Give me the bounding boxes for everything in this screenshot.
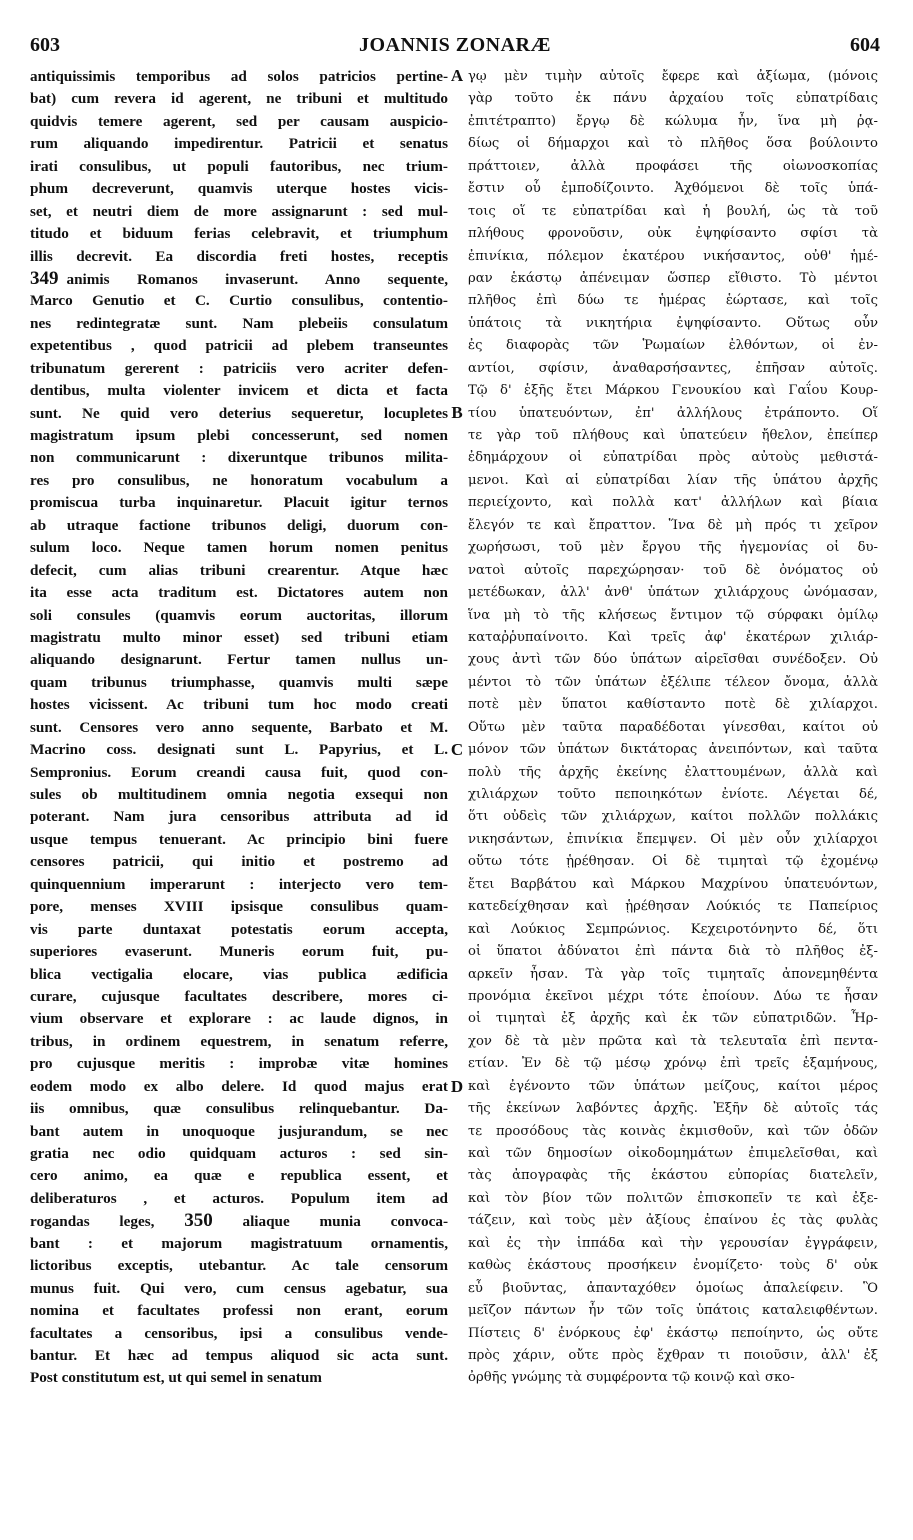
latin-line: tribus, in ordinem equestrem, in senatum referre, [30, 1032, 448, 1050]
latin-line: expetentibus , quod patricii ad plebem transeuntes [30, 337, 448, 355]
greek-line: τε γὰρ τοῦ πλήθους καὶ ὑπατεύειν ἤθελον, ἐπείπερ [468, 428, 878, 443]
latin-line: sules ob multitudinem omnia negotia exsequi non [30, 786, 448, 803]
latin-line: quam tribunus triumphasse, quamvis multi sæpe [30, 673, 448, 691]
greek-line: χιλιάρχων τοῦτο πεποιηκότων ἐνίοτε. Λέγεται δέ, [468, 787, 878, 802]
latin-line: non communicarunt : dixeruntque tribunos milita- [30, 449, 448, 467]
greek-line: τῆς ἐκείνων λαβόντες ἀρχῆς. Ἐξῆν δὲ αὐτοῖς τάς [468, 1101, 878, 1117]
latin-line: ita esse acta traditum est. Dictatores autem non [30, 584, 448, 602]
greek-line: καταῤῥυπαίνοιτο. Καὶ τρεῖς ἀφ' ἑκατέρων χιλιάρ- [468, 629, 878, 645]
greek-line: Πίστεις δ' ἐνόρκους ἐφ' ἑκάστῳ πεποίηντο, ὡς οὔτε [468, 1325, 878, 1341]
latin-line: usque tempus tenuerant. Ac principio bini fuere [30, 830, 448, 848]
page-number-right: 604 [850, 34, 880, 56]
latin-line: censores patricii, qui initio et postremo ad [30, 853, 448, 871]
greek-line: γῳ μὲν τιμὴν αὐτοῖς ἔφερε καὶ ἀξίωμα, (μόνοις [468, 69, 878, 84]
greek-line: μέντοι τὸ τῶν ὑπάτων ἐξέλιπε τέλεον ὄνομα, ἀλλὰ [468, 674, 878, 690]
greek-line: ὑπάτοις τὰ νικητήρια ἐψηφίσαντο. Οὕτως οὖν [468, 315, 878, 331]
latin-line: defecit, cum alias tribuni crearentur. Atque hæc [30, 561, 448, 579]
greek-line: ἐπιτέτραπτο) ἔργῳ δὲ κώλυμα ἦν, ἵνα μὴ ῥᾳ- [468, 113, 878, 129]
greek-line: μενοι. Καὶ αἱ εὐπατρίδαι λίαν τῆς ὑπάτου ἀρχῆς [468, 472, 878, 488]
latin-line [30, 268, 448, 290]
margin-page-number: 349 [30, 267, 59, 289]
latin-line: nomina et facultates professi non erant, eorum [30, 1302, 448, 1320]
greek-line: πολὺ τῆς ἀρχῆς ἐκείνης ἐλαττουμένων, ἀλλὰ καὶ [468, 764, 878, 780]
latin-line: dentibus, multa violenter invicem et dicta et facta [30, 382, 448, 400]
greek-line: χους ἀντὶ τῶν δύο ὑπάτων αἱρεῖσθαι συνέδοξεν. Οὐ [468, 652, 878, 668]
margin-page-number: 350 [184, 1210, 213, 1232]
latin-line: antiquissimis temporibus ad solos patricios pertine- [30, 68, 448, 85]
latin-line: quidvis temere agerent, sed per causam auspicio- [30, 112, 448, 130]
greek-line: προνόμια ἐκεῖνοι μέχρι τότε ἐποίουν. Δύω τε ἦσαν [468, 988, 878, 1004]
greek-line: ποτὲ μὲν ὕπατοι καθίσταντο ποτὲ δὲ χιλίαρχοι. [468, 697, 878, 713]
latin-line: cero animo, ea quæ e republica essent, et [30, 1167, 448, 1185]
latin-line-text: aliaque munia convoca- [212, 1213, 448, 1231]
latin-line: pro cujusque meritis : improbæ vitæ homines [30, 1055, 448, 1073]
greek-line: οὕτω τότε ᾑρέθησαν. Οἱ δὲ τιμηταὶ τῷ ἐχομένῳ [468, 854, 878, 870]
greek-line: πράττοιεν, ἀλλὰ προφάσει τῆς οἰωνοσκοπίας [468, 158, 878, 174]
latin-line: illis decrevit. Ea discordia freti hostes, receptis [30, 247, 448, 265]
greek-line: μετέδωκαν, ἀλλ' ἀνθ' ὑπάτων χιλιάρχους ὠνόμασαν, [468, 585, 878, 601]
greek-line: τὰς ἀπογραφὰς τῆς ἑκάστου εὐπορίας διατελεῖν, [468, 1168, 878, 1184]
running-header [30, 34, 880, 58]
greek-line: καὶ τὸν βίον τῶν πολιτῶν ἐπισκοπεῖν τε καὶ ἐξε- [468, 1190, 878, 1206]
greek-line: Οὕτω μὲν ταῦτα παραδέδοται γίνεσθαι, καίτοι οὐ [468, 719, 878, 735]
latin-line: eodem modo ex albo delere. Id quod majus erat [30, 1077, 448, 1095]
latin-line: quinquennium imperarunt : interjecto vero tem- [30, 875, 448, 893]
latin-line: hostes vicissent. Ac tribuni tum hoc modo creati [30, 696, 448, 714]
latin-line: bantur. Et hæc ad tempus aliquod sic acta sunt. [30, 1346, 448, 1364]
latin-line: superiores evaserunt. Muneris eorum fuit, pu- [30, 943, 448, 961]
greek-line: πρὸς χάριν, οὔτε πρὸς ἔχθραν τι ποιοῦσιν, ἀλλ' ἐξ [468, 1347, 878, 1363]
greek-line: ἵνα μὴ τὸ τῆς κλήσεως ἔντιμον τῷ σύρφακι ὁμίλῳ [468, 607, 878, 623]
greek-line: ἐς διαφορὰς τῶν Ῥωμαίων ἐλθόντων, οἱ ἐν- [468, 338, 878, 354]
greek-line: ἔτει Βαρβάτου καὶ Μάρκου Μαχρίνου ὑπατευόντων, [468, 876, 878, 892]
section-marker-b: B [451, 403, 463, 422]
greek-line: δίως οἱ δήμαρχοι καὶ τὸ πλῆθος ὅσα βούλοιντο [468, 136, 878, 152]
greek-line: οἱ ὕπατοι ἀδύνατοι ἐπὶ πάντα διὰ τὸ πλῆθος ἐξ- [468, 944, 878, 960]
greek-line: ἐπινίκια, πόλεμον ἑκατέρου νικήσαντος, οὐθ' ἡμέ- [468, 248, 878, 264]
latin-line: promiscua turba inquinaretur. Placuit igitur ternos [30, 494, 448, 512]
greek-line: καὶ Λούκιος Σεμπρώνιος. Κεχειροτόνηντο δέ, ὅτι [468, 921, 878, 937]
greek-line: πλήθους φρονοῦσιν, οὐκ ἐψηφίσαντο σφίσι τὰ [468, 226, 878, 242]
greek-line: καὶ τῶν δημοσίων οἰκοδομημάτων ἐπιμελεῖσθαι, καὶ [468, 1146, 878, 1161]
section-marker-a: A [450, 66, 464, 85]
greek-line: γὰρ τοῦτο ἐκ πάνυ ἀρχαίου τοῖς εὐπατρίδαις [468, 91, 878, 107]
latin-line: iis omnibus, quæ consulibus relinquebantur. Da- [30, 1100, 448, 1118]
section-marker-d: D [450, 1077, 464, 1096]
greek-line: περιείχοντο, καὶ πολλὰ κατ' ἀλλήλων καὶ βίαια [468, 495, 878, 511]
latin-line: deliberaturos , et acturos. Populum item ad [30, 1189, 448, 1207]
greek-line: τε προσόδους τὰς κοινὰς ἐκμισθοῦν, καὶ τῶν ὁδῶν [468, 1123, 878, 1139]
latin-line: blica vectigalia elocare, vias publica ædificia [30, 965, 448, 983]
latin-line: facultates a censoribus, ipsi a consulibus vende- [30, 1324, 448, 1342]
latin-line: rum aliquando impedirentur. Patricii et senatus [30, 135, 448, 153]
greek-line: τάζειν, καὶ τοὺς μὲν ἀξίους ἐπαίνου ἐς τὰς φυλὰς [468, 1213, 878, 1229]
latin-line: lictoribus exceptis, utebantur. Ac tale censorum [30, 1257, 448, 1275]
latin-line: titudo et biduum ferias celebravit, et triumphum [30, 225, 448, 243]
greek-line: ετίαν. Ἐν δὲ τῷ μέσῳ χρόνῳ ἐπὶ τρεῖς ἑξαμήνους, [468, 1056, 878, 1072]
greek-line: μόνον τῶν ὑπάτων δικτάτορας ἀνειπόντων, καὶ ταῦτα [468, 742, 878, 758]
greek-line: ἐδημάρχουν οἱ εὐπατρίδαι πρὸς αὐτοὺς μεθιστά- [468, 450, 878, 466]
latin-line: phum decreverunt, quamvis uterque hostes vicis- [30, 180, 448, 198]
latin-line: set, et neutri diem de more assignarunt : sed mul- [30, 202, 448, 220]
latin-line: nes redintegratæ sunt. Nam plebeiis consulatum [30, 314, 448, 332]
greek-line: εὖ βιοῦντας, ἀπανταχόθεν ὁμοίως ἀπαλείφειν. Ὃ [468, 1280, 878, 1296]
greek-column [468, 66, 878, 1526]
latin-line: aliquando designarunt. Fertur tamen nullus un- [30, 651, 448, 669]
greek-line: αντίοι, σφίσιν, ἀναθαρσήσαντες, ἐπῆσαν αὐτοῖς. [468, 360, 878, 376]
latin-line [30, 1210, 448, 1232]
greek-line: καὶ ἐγένοντο τῶν ὑπάτων μείζους, καίτοι μέρος [468, 1078, 878, 1094]
latin-line: irati consulibus, ut populi fautoribus, nec trium- [30, 157, 448, 175]
latin-line: poterant. Nam jura censoribus attributa ad id [30, 808, 448, 826]
latin-line: bant autem in unoquoque jusjurandum, se nec [30, 1122, 448, 1140]
greek-line: αρκεῖν ἦσαν. Τὰ γὰρ τοῖς τιμηταῖς ἀπονεμηθέντα [468, 966, 878, 982]
greek-line: χον δὲ τὰ μὲν πρῶτα καὶ τὰ τελευταῖα ἐπὶ πεντα- [468, 1033, 878, 1049]
greek-line: ὀρθῆς γνώμης τὰ συμφέροντα τῷ κοινῷ καὶ σκο- [468, 1370, 795, 1386]
latin-line: magistratum ipsum plebi concesserunt, sed nomen [30, 427, 448, 444]
greek-line: οἱ τιμηταὶ ἐξ ἀρχῆς καὶ ἐκ τῶν εὐπατριδῶν. Ἦρ- [468, 1011, 878, 1027]
latin-line: vis parte duntaxat potestatis eorum accepta, [30, 920, 448, 938]
latin-line: munus fuit. Qui vero, cum census agebatur, sua [30, 1279, 448, 1297]
latin-column [30, 66, 448, 1526]
greek-line: ὅτι οὐδεὶς τῶν χιλιάρχων, καίτοι πολλῶν πολλάκις [468, 809, 878, 825]
greek-line: καὶ ἐς τὴν ἱππάδα καὶ τὴν γερουσίαν ἐγγράφειν, [468, 1235, 878, 1251]
greek-line: νατοὶ αὐτοῖς παρεχώρησαν· τοῦ δὲ ὀνόματος οὐ [468, 562, 878, 578]
greek-line: ραν ἑκάστῳ ἀπένειμαν ὥσπερ εἴθιστο. Τὸ μέντοι [468, 270, 878, 286]
greek-line: καθὼς ἑκάστους προσήκειν ἐνομίζετο· τοὺς δ' οὐκ [468, 1258, 878, 1274]
latin-line: gratia nec odio quidquam acturos : sed sin- [30, 1145, 448, 1162]
greek-line: νικησάντων, ἐπινίκια ἔπεμψεν. Οἱ μὲν οὖν χιλίαρχοι [468, 831, 878, 847]
latin-line: Marco Genutio et C. Curtio consulibus, contentio- [30, 292, 448, 310]
latin-line: Sempronius. Eorum creandi causa fuit, quod con- [30, 763, 448, 781]
latin-line: sunt. Ne quid vero deterius sequeretur, locupletes [30, 404, 448, 422]
latin-line: bat) cum revera id agerent, ne tribuni et multitudo [30, 90, 448, 108]
greek-line: χωρήσωσι, τοῦ μὲν ἔργου τῆς ἡγεμονίας οἱ δυ- [468, 540, 878, 556]
latin-line: soli consules (quamvis eorum auctoritas, illorum [30, 606, 448, 624]
greek-line: Τῷ δ' ἑξῆς ἔτει Μάρκου Γενουκίου καὶ Γαΐου Κουρ- [468, 383, 878, 399]
latin-line: res pro consulibus, ne honoratum vocabulum a [30, 471, 448, 489]
greek-line: κατεδείχθησαν καὶ ᾑρέθησαν Λούκιός τε Παπείριος [468, 899, 878, 915]
greek-line: πλῆθος ἐπὶ δύω τε ἡμέρας ἑώρτασε, καὶ τοῖς [468, 293, 878, 309]
latin-line: sunt. Censores vero anno sequente, Barbato et M. [30, 718, 448, 736]
latin-line: tribunatum gererent : patriciis vero acriter defen- [30, 359, 448, 377]
latin-line: ab utraque factione tribunos deligi, duorum con- [30, 516, 448, 534]
greek-line: τοις οἵ τε εὐπατρίδαι καὶ ἡ βουλή, ὡς τὰ τοῦ [468, 203, 878, 219]
latin-line-text: animis Romanos invaserunt. Anno sequente, [66, 270, 448, 288]
latin-line-text: rogandas leges, [30, 1213, 185, 1231]
latin-line: pore, menses XVIII ipsisque consulibus quam- [30, 898, 448, 916]
latin-line: Macrino coss. designati sunt L. Papyrius, et L. [30, 741, 448, 759]
greek-line: τίου ὑπατευόντων, ἐπ' ἀλλήλους ἐτράποντο. Οἵ [468, 405, 878, 421]
latin-line: Post constitutum est, ut qui semel in senatum [30, 1369, 322, 1387]
latin-line: bant : et majorum magistratuum ornamentis, [30, 1234, 448, 1252]
running-title: JOANNIS ZONARÆ [358, 34, 552, 56]
page-number-left: 603 [30, 34, 60, 56]
latin-line: vium observare et explorare : ac laude dignos, in [30, 1010, 448, 1028]
latin-line: curare, cujusque facultates describere, mores ci- [30, 987, 448, 1005]
latin-line: sulum loco. Neque tamen horum nomen penitus [30, 539, 448, 557]
greek-line: ἔλεγόν τε καὶ ἔπραττον. Ἵνα δὲ μὴ πρός τι χεῖρον [468, 517, 878, 533]
latin-line: magistratu multo minor esset) sed tribuni etiam [30, 628, 448, 646]
greek-line: μεῖζον πάντων ἦν τῶν τοῖς ὑπάτοις καταλειφθέντων. [468, 1303, 878, 1319]
greek-line: ἔστιν οὗ ἐμποδίζοιντο. Ἀχθόμενοι δὲ τοῖς ὑπά- [468, 181, 878, 197]
section-marker-c: C [450, 740, 464, 759]
